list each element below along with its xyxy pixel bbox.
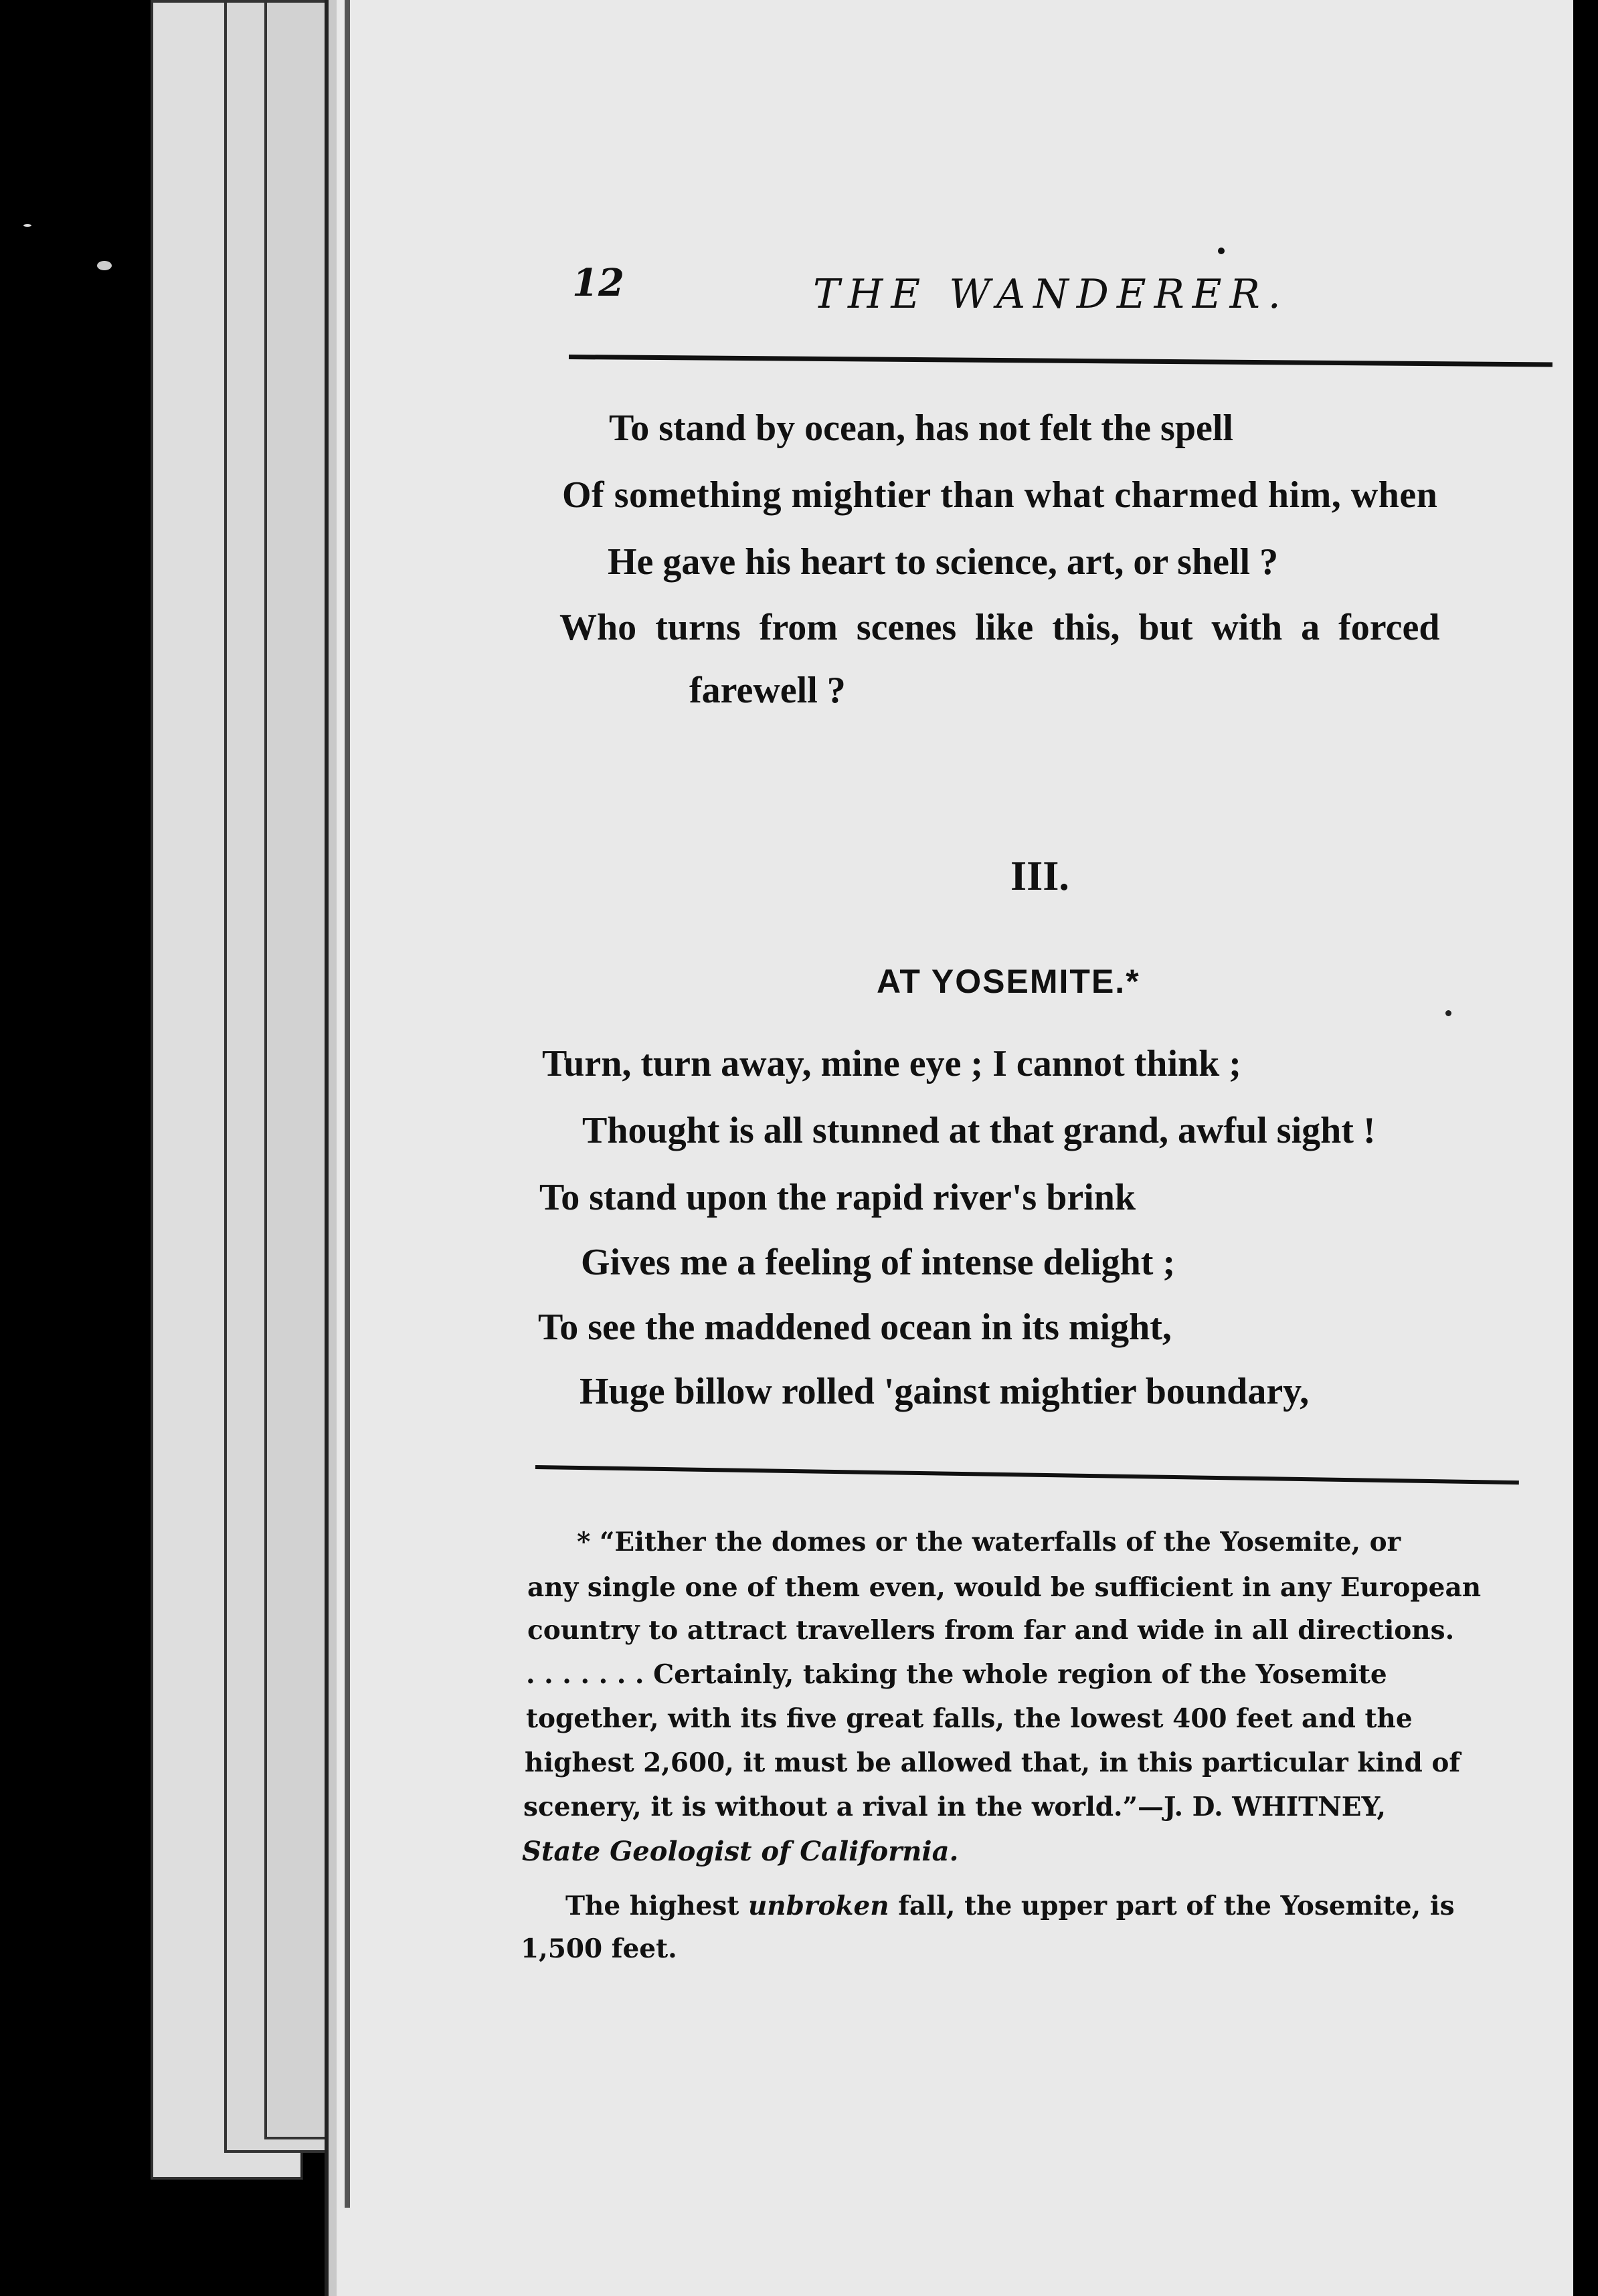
verse-line: Thought is all stunned at that grand, awful sight ! [582, 1110, 1376, 1151]
footnote-line: * “Either the domes or the waterfalls of the Yosemite, or [577, 1527, 1401, 1557]
running-head-title: THE WANDERER. [813, 271, 1289, 318]
footnote-line: any single one of them even, would be sufficient in any European [527, 1572, 1482, 1603]
verse-line: Turn, turn away, mine eye ; I cannot think ; [542, 1043, 1241, 1084]
footnote-line: scenery, it is without a rival in the world.”—J. D. WHITNEY, [523, 1792, 1386, 1822]
verse-line: He gave his heart to science, art, or shell ? [608, 541, 1279, 583]
verse-line: Who turns from scenes like this, but with a forced [559, 607, 1440, 648]
page-number: 12 [572, 261, 624, 305]
verse-line: To see the maddened ocean in its might, [538, 1307, 1172, 1348]
footnote-line: together, with its five great falls, the lowest 400 feet and the [526, 1703, 1413, 1734]
dust-speck [23, 224, 31, 227]
footnote-note-line: 1,500 feet. [521, 1933, 677, 1964]
verse-line: farewell ? [689, 670, 846, 711]
verse-line: Gives me a feeling of intense delight ; [581, 1242, 1176, 1283]
footnote-note-text: fall, the upper part of the Yosemite, is [889, 1891, 1455, 1921]
dust-speck [1218, 248, 1225, 254]
verse-line: Of something mightier than what charmed him, when [562, 474, 1438, 516]
section-number: III. [1010, 854, 1069, 899]
footnote-note-line [565, 1891, 1455, 1921]
verse-line: Huge billow rolled 'gainst mightier boundary, [580, 1371, 1310, 1412]
page-inner-border [345, 0, 350, 2208]
footnote-line: highest 2,600, it must be allowed that, in this particular kind of [525, 1747, 1461, 1778]
section-title: AT YOSEMITE.* [877, 963, 1140, 1000]
dust-speck [1445, 1010, 1451, 1016]
dust-speck [97, 261, 112, 270]
footnote-note-italic: unbroken [747, 1891, 889, 1921]
footnote-line: country to attract travellers from far and wide in all directions. [527, 1615, 1455, 1646]
verse-line: To stand upon the rapid river's brink [539, 1177, 1136, 1218]
verse-line: To stand by ocean, has not felt the spell [609, 407, 1233, 449]
footnote-note-text: The highest [565, 1891, 748, 1921]
footnote-line: . . . . . . . Certainly, taking the whole region of the Yosemite [526, 1659, 1387, 1690]
footnote-attribution: State Geologist of California. [522, 1836, 959, 1867]
